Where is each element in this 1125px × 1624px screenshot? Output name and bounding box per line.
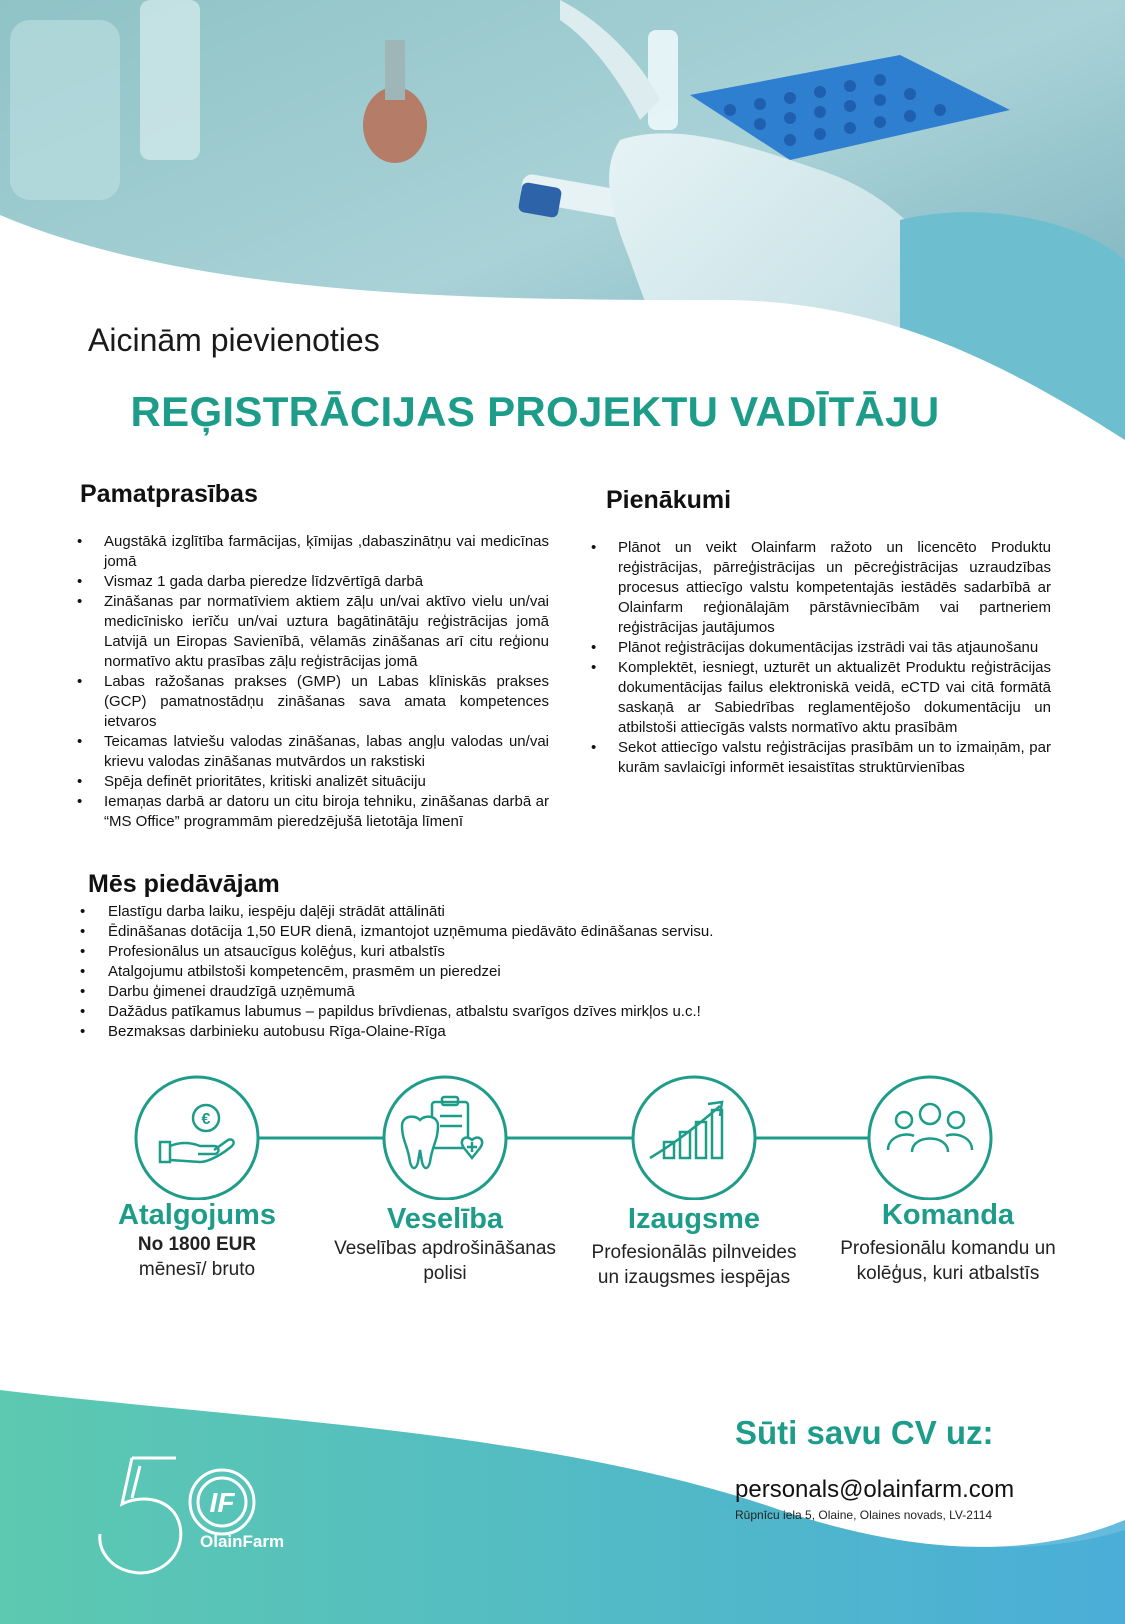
svg-text:€: €: [201, 1111, 211, 1128]
benefit-line: [97, 1232, 297, 1257]
list-item: • Komplektēt, iesniegt, uzturēt un aktualizēt Produktu reģistrācijas dokumentācijas failus elektroniskā veidā, eCTD vai citā formātā saskaņā ar Sabiedrības reglamentējošo dokumentāciju un atbilstoši attiecīgās valsts normatīvo aktu prasībām: [586, 658, 1051, 738]
benefit-text: [574, 1240, 814, 1290]
salary-amount: No 1800 EUR: [137, 1234, 257, 1255]
benefit-line: kolēģus, kuri atbalstīs: [856, 1263, 1040, 1284]
benefit-health: [325, 1202, 565, 1286]
requirements-list: [72, 532, 549, 832]
list-item: • Zināšanas par normatīviem aktiem zāļu un/vai aktīvo vielu un/vai medicīnisko ierīču un/vai uztura bagātinātāju reģistrācijas jomā Latvijā un Eiropas Savienībā, vēlamās zināšanas arī citu reģionu normatīvo aktu prasības zāļu reģistrācijas jomā: [72, 592, 549, 672]
list-item: • Spēja definēt prioritātes, kritiski analizēt situāciju: [72, 772, 549, 792]
benefit-text: [325, 1236, 565, 1286]
list-item: • Darbu ģimenei draudzīgā uzņēmumā: [80, 982, 840, 1002]
growth-chart-icon: [650, 1102, 722, 1158]
list-item: • Vismaz 1 gada darba pieredze līdzvērtīgā darbā: [72, 572, 549, 592]
team-icon: [888, 1104, 972, 1152]
offer-heading: Mēs piedāvājam: [88, 870, 280, 898]
list-item: • Elastīgu darba laiku, iespēju daļēji strādāt attālināti: [80, 902, 840, 922]
list-item: • Teicamas latviešu valodas zināšanas, labas angļu valodas un/vai krievu valodas zināšanas mutvārdos un rakstiski: [72, 732, 549, 772]
benefit-line: mēnesī/ bruto: [138, 1259, 256, 1280]
list-item: • Plānot un veikt Olainfarm ražoto un licencēto Produktu reģistrācijas, pārreģistrācijas un pēcreģistrācijas uzraudzības procesus attiecīgo valstu kompetentajās iestādēs sadarbībā ar Olainfarm reģionālajām pārstāvniecībām vai partneriem reģistrācijas jautājumos: [586, 538, 1051, 638]
list-item: • Profesionālus un atsaucīgus kolēģus, kuri atbalstīs: [80, 942, 840, 962]
benefit-text: [97, 1232, 297, 1282]
requirements-section: [72, 480, 549, 832]
hand-euro-icon: [160, 1105, 234, 1162]
benefit-title: Komanda: [881, 1199, 1015, 1231]
benefit-title: Veselība: [386, 1203, 504, 1235]
duties-list: [586, 538, 1051, 778]
benefit-title: Izaugsme: [627, 1203, 761, 1235]
list-item: • Iemaņas darbā ar datoru un citu biroja tehniku, zināšanas darbā ar “MS Office” programmām pieredzējušā lietotāja līmenī: [72, 792, 549, 832]
benefit-line: un izaugsmes iespējas: [597, 1267, 791, 1288]
duties-heading: Pienākumi: [606, 486, 732, 514]
benefit-salary: [97, 1198, 297, 1282]
list-item: • Dažādus patīkamus labumus – papildus brīvdienas, atbalstu svarīgos dzīves mirkļos u.c.!: [80, 1002, 840, 1022]
offer-list: [80, 902, 840, 1042]
benefit-line: polisi: [423, 1263, 467, 1284]
list-item: • Sekot attiecīgo valstu reģistrācijas prasībām un to izmaiņām, par kurām savlaicīgi informēt iesaistītas struktūrvienības: [586, 738, 1051, 778]
benefit-text: [818, 1236, 1078, 1286]
cv-email-link[interactable]: personals@olainfarm.com: [735, 1476, 1015, 1503]
requirements-heading: Pamatprasības: [80, 480, 258, 508]
list-item: • Augstākā izglītība farmācijas, ķīmijas ,dabaszinātņu vai medicīnas jomā: [72, 532, 549, 572]
benefits-icons: [0, 1070, 1125, 1200]
benefit-title: Atalgojums: [118, 1199, 276, 1231]
olainfarm-50-logo: [92, 1452, 262, 1592]
job-title: REĢISTRĀCIJAS PROJEKTU VADĪTĀJU: [130, 388, 940, 435]
duties-section: [586, 486, 1051, 778]
tooth-clipboard-heart-icon: [402, 1097, 482, 1168]
list-item: • Atalgojumu atbilstoši kompetencēm, prasmēm un pieredzei: [80, 962, 840, 982]
list-item: • Plānot reģistrācijas dokumentācijas izstrādi vai tās atjaunošanu: [586, 638, 1051, 658]
benefit-line: Profesionālu komandu un: [840, 1238, 1056, 1259]
list-item: • Ēdināšanas dotācija 1,50 EUR dienā, izmantojot uzņēmuma piedāvāto ēdināšanas servisu.: [80, 922, 840, 942]
benefit-growth: [574, 1202, 814, 1290]
cv-heading: Sūti savu CV uz:: [735, 1414, 994, 1451]
list-item: • Labas ražošanas prakses (GMP) un Labas klīniskās prakses (GCP) pamatnostādņu zināšanas sava amata kompetences ietvaros: [72, 672, 549, 732]
logo-letters: IF: [209, 1487, 235, 1518]
list-item: • Bezmaksas darbinieku autobusu Rīga-Olaine-Rīga: [80, 1022, 840, 1042]
benefit-team: [818, 1198, 1078, 1286]
logo-brand: OlainFarm: [200, 1532, 285, 1551]
benefit-line: Profesionālās pilnveides: [591, 1242, 797, 1263]
benefit-line: Veselības apdrošināšanas: [334, 1238, 556, 1259]
offer-section: [80, 870, 840, 1042]
intro-text: Aicinām pievienoties: [88, 322, 380, 358]
company-address: Rūpnīcu iela 5, Olaine, Olaines novads, LV-2114: [735, 1508, 993, 1522]
